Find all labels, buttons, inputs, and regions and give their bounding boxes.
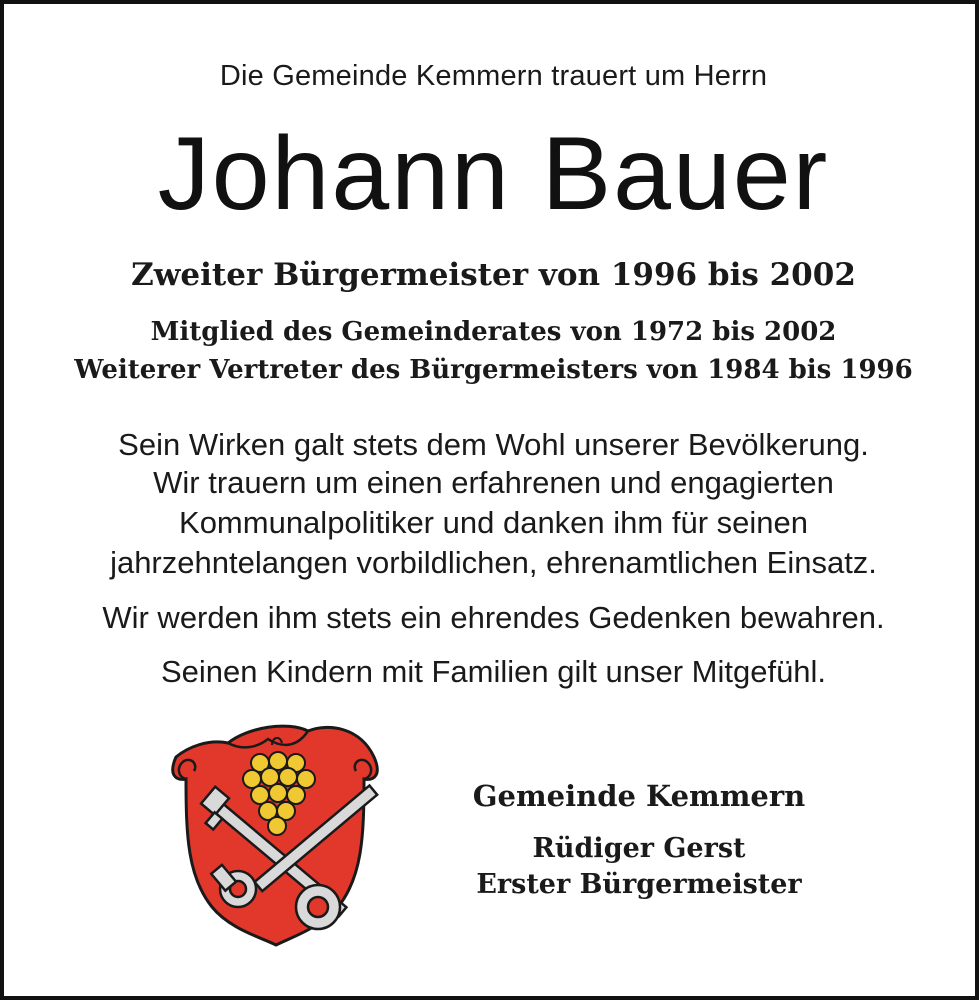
role-line-3: Weiterer Vertreter des Bürgermeisters von 1984 bis 1996 [74,355,913,385]
paragraph1-line-1: Sein Wirken galt stets dem Wohl unserer Bevölkerung. [118,427,869,462]
paragraph1-line-3: Kommunalpolitiker und danken ihm für seinen [179,505,808,540]
signer-title: Erster Bürgermeister [476,869,802,900]
paragraph2: Wir werden ihm stets ein ehrendes Gedenken bewahren. [102,600,885,635]
coat-of-arms-icon [168,717,384,947]
deceased-name: Johann Bauer [157,116,830,232]
role-line-1: Zweiter Bürgermeister von 1996 bis 2002 [131,257,856,293]
signer-name: Rüdiger Gerst [532,833,746,864]
paragraph3: Seinen Kindern mit Familien gilt unser Mitgefühl. [160,654,827,689]
organization-name: Gemeinde Kemmern [472,779,806,813]
paragraph1-line-2: Wir trauern um einen erfahrenen und engagierten [153,465,834,500]
intro-line: Die Gemeinde Kemmern trauert um Herrn [219,60,768,92]
paragraph1-line-4: jahrzehntelangen vorbildlichen, ehrenamtlichen Einsatz. [110,545,877,580]
role-line-2: Mitglied des Gemeinderates von 1972 bis 2002 [150,317,837,347]
